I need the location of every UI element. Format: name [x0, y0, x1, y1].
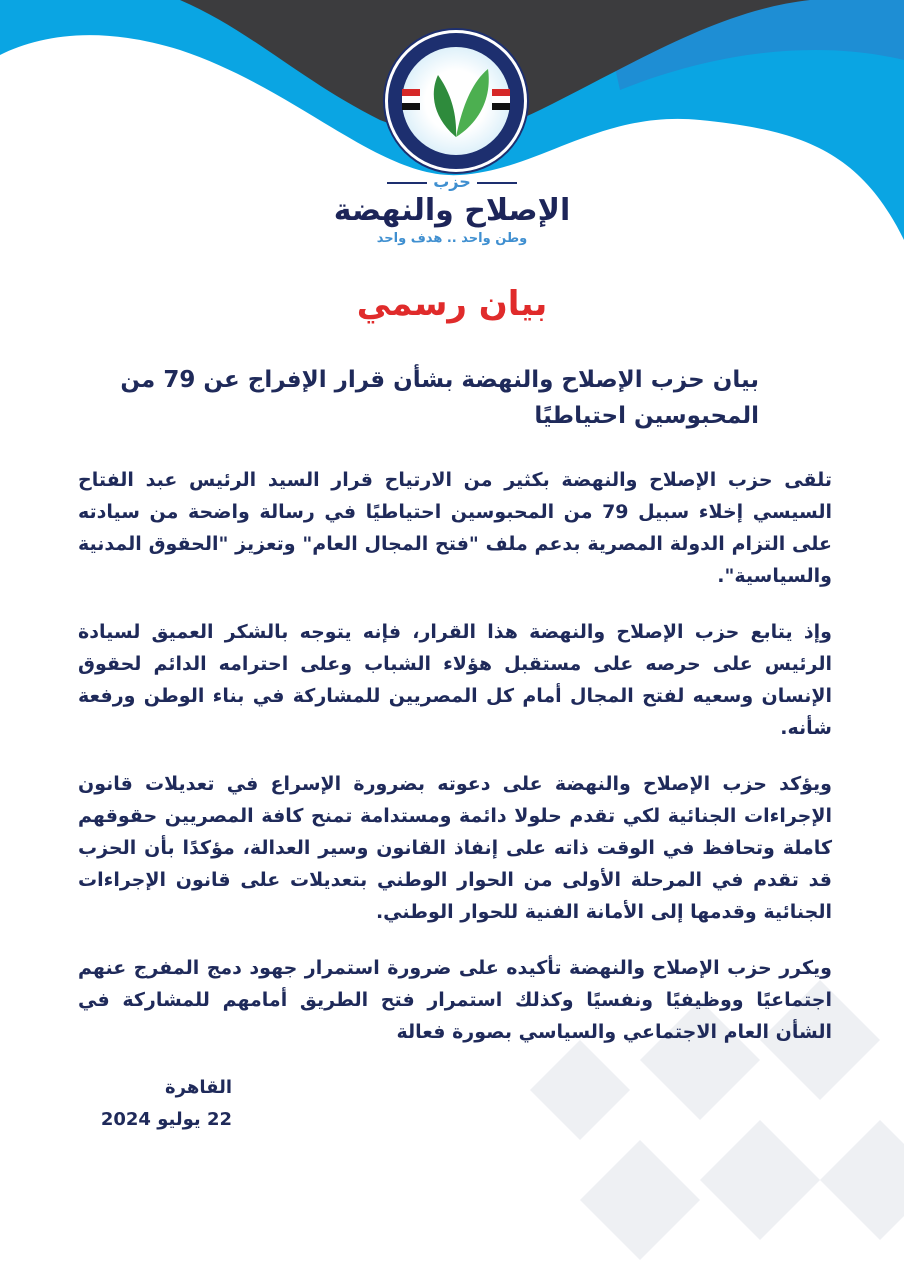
logo-slogan: وطن واحد .. هدف واحد — [376, 231, 528, 246]
paragraph: تلقى حزب الإصلاح والنهضة بكثير من الارتياح قرار السيد الرئيس عبد الفتاح السيسي إخلاء سبيل 79 من المحبوسين احتياطيًا في رسالة واضحة من سيادته على التزام الدولة المصرية بدعم ملف "فتح المجال العام" وتعزيز "الحقوق المدنية والسياسية". — [78, 469, 832, 587]
statement-body — [78, 464, 832, 1048]
paragraph: ويكرر حزب الإصلاح والنهضة تأكيده على ضرورة استمرار جهود دمج المفرج عنهم اجتماعيًا ووظيفيًا ونفسيًا وكذلك استمرار فتح الطريق أمامهم للمشاركة في الشأن العام الاجتماعي والسياسي بصورة فعالة — [78, 957, 832, 1043]
logo-party-name: الإصلاح والنهضة — [333, 193, 571, 228]
paragraph: ويؤكد حزب الإصلاح والنهضة على دعوته بضرورة الإسراع في تعديلات قانون الإجراءات الجنائية لكي تقدم حلولا دائمة ومستدامة تمنح كافة المصريين حقوقهم كاملة وتحافظ في الوقت ذاته على إنفاذ القانون وسير العدالة، مؤكدًا بأن الحزب قد تقدم في المرحلة الأولى من الحوار الوطني بتعديلات على قانون الإجراءات الجنائية وقدمها إلى الأمانة الفنية للحوار الوطني. — [78, 773, 832, 923]
logo-prefix: حزب — [381, 172, 523, 192]
document-subtitle: بيان حزب الإصلاح والنهضة بشأن قرار الإفراج عن 79 من المحبوسين احتياطيًا — [120, 367, 759, 429]
signature-place: القاهرة — [165, 1077, 232, 1098]
signature-block — [82, 1072, 232, 1136]
signature-date: 22 يوليو 2024 — [100, 1109, 232, 1130]
document-title: بيان رسمي — [356, 284, 548, 324]
paragraph: وإذ يتابع حزب الإصلاح والنهضة هذا القرار، فإنه يتوجه بالشكر العميق لسيادة الرئيس على حرصه على مستقبل هؤلاء الشباب وعلى احترامه الدائم لحقوق الإنسان وسعيه لفتح المجال أمام كل المصريين للمشاركة في بناء الوطن ورفعة شأنه. — [78, 621, 832, 739]
